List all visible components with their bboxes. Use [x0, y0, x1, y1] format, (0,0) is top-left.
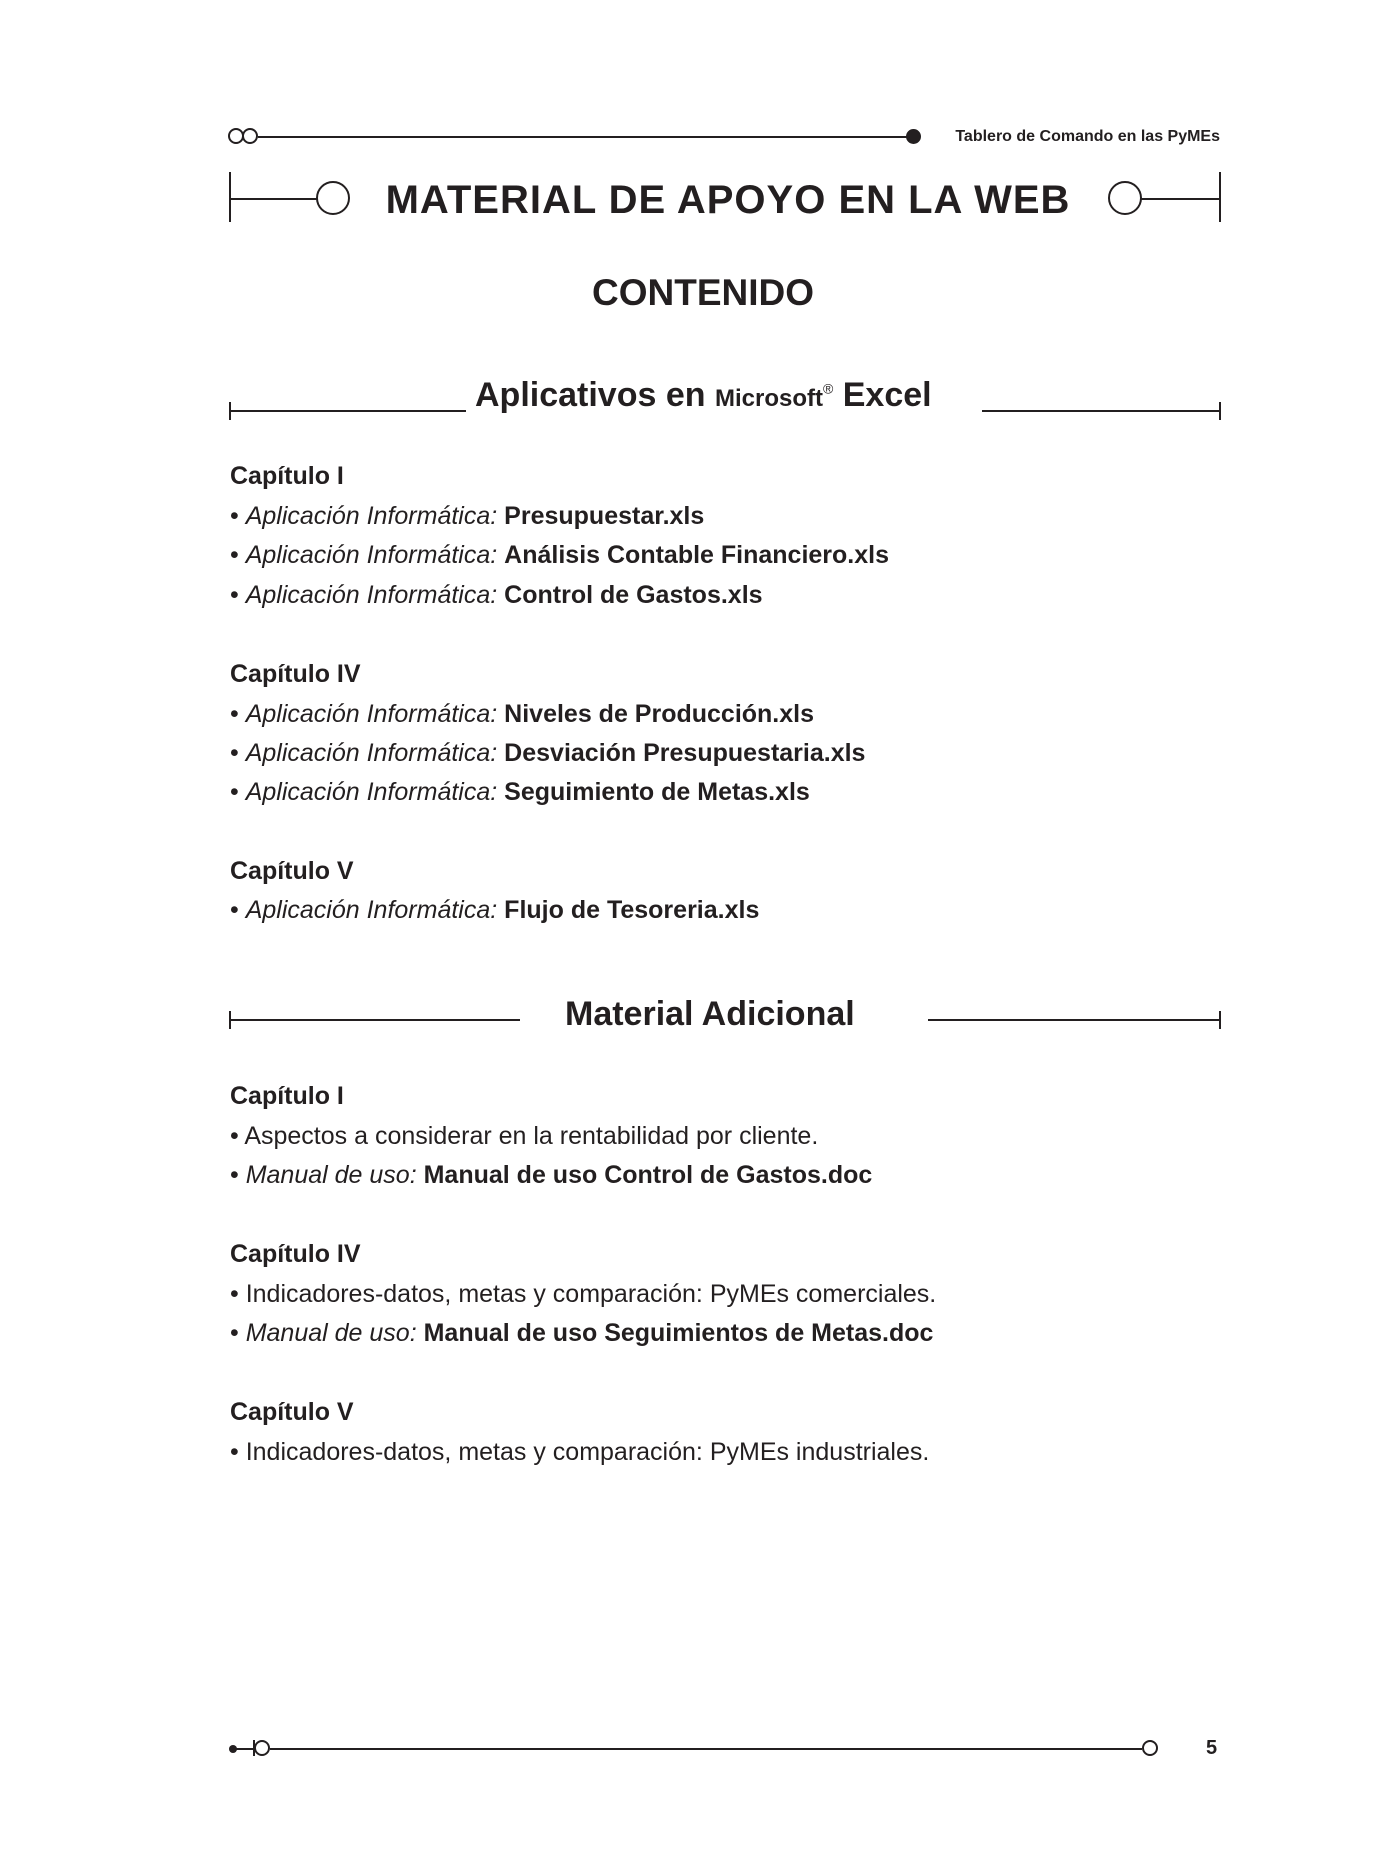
contents-heading: CONTENIDO	[592, 272, 814, 313]
list-item: • Aplicación Informática: Seguimiento de Metas.xls	[230, 778, 810, 806]
section-title-material: Material Adicional	[565, 995, 855, 1033]
ornament-circle-icon	[254, 1740, 270, 1756]
chapter-heading: Capítulo V	[230, 857, 354, 885]
ornament-circle-icon	[242, 128, 258, 144]
list-item: • Indicadores-datos, metas y comparación: PyMEs comerciales.	[230, 1280, 937, 1308]
list-item: • Aplicación Informática: Niveles de Producción.xls	[230, 700, 815, 728]
page-number: 5	[1206, 1737, 1218, 1759]
list-item: • Aplicación Informática: Presupuestar.xls	[230, 502, 705, 530]
chapter-heading: Capítulo IV	[230, 660, 361, 688]
list-item: • Indicadores-datos, metas y comparación: PyMEs industriales.	[230, 1438, 930, 1466]
section-title-excel: Aplicativos en Microsoft® Excel	[475, 376, 932, 414]
ornament-circle-icon	[1142, 1740, 1158, 1756]
ornament-dot-icon	[906, 129, 921, 144]
list-item: • Aplicación Informática: Control de Gastos.xls	[230, 581, 763, 609]
page-title: MATERIAL DE APOYO EN LA WEB	[385, 178, 1071, 222]
chapter-heading: Capítulo I	[230, 1082, 344, 1110]
chapter-heading: Capítulo V	[230, 1398, 354, 1426]
list-item: • Aplicación Informática: Flujo de Tesoreria.xls	[230, 896, 760, 924]
chapter-heading: Capítulo I	[230, 462, 344, 490]
chapter-heading: Capítulo IV	[230, 1240, 361, 1268]
ornament-circle-icon	[1108, 181, 1142, 215]
list-item: • Aplicación Informática: Desviación Presupuestaria.xls	[230, 739, 866, 767]
ornament-circle-icon	[316, 181, 350, 215]
running-head: Tablero de Comando en las PyMEs	[955, 128, 1220, 145]
list-item: • Manual de uso: Manual de uso Seguimientos de Metas.doc	[230, 1319, 934, 1347]
list-item: • Manual de uso: Manual de uso Control de Gastos.doc	[230, 1161, 873, 1189]
list-item: • Aplicación Informática: Análisis Contable Financiero.xls	[230, 541, 889, 569]
list-item: • Aspectos a considerar en la rentabilidad por cliente.	[230, 1122, 819, 1150]
